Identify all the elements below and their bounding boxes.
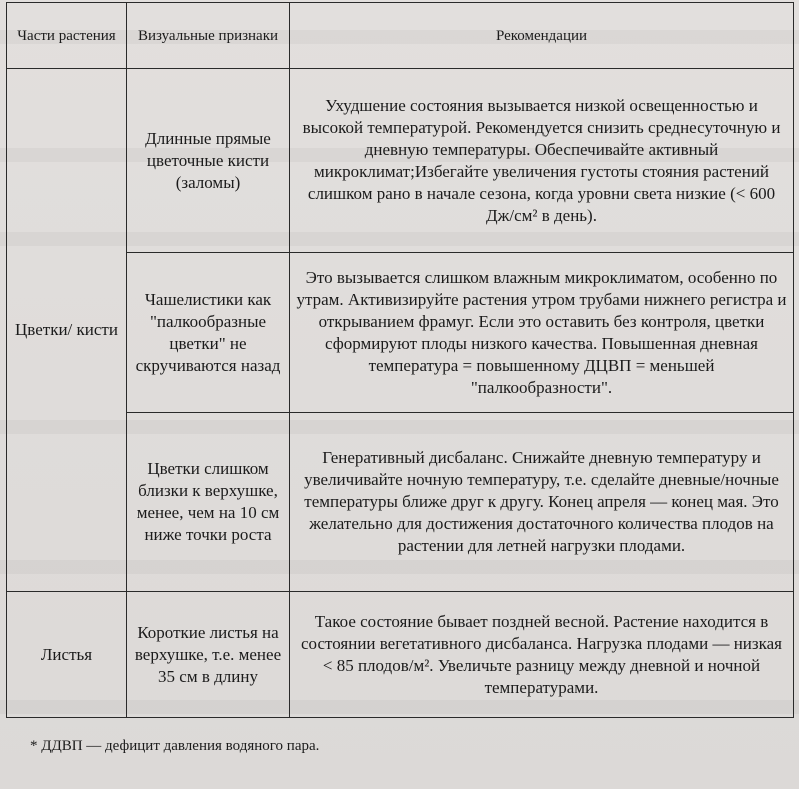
cell-symptom: Длинные прямые цветочные кисти (заломы) [127,69,290,253]
cell-recommendation: Генеративный дисбаланс. Снижайте дневную температуру и увеличивайте ночную температуру, т.е. сделайте дневные/ночные температуры ближе друг к другу. Конец апреля — конец мая. Это желательно для достижения достаточного количества плодов на растении для летней нагрузки плодами. [290,413,794,592]
table-row [7,592,794,718]
table-header-row [7,3,794,69]
table-row [7,69,794,253]
cell-plant-part: Цветки/ кисти [7,69,127,592]
cell-symptom: Цветки слишком близки к верхушке, менее, чем на 10 см ниже точки роста [127,413,290,592]
header-plant-part: Части растения [7,3,127,69]
cell-recommendation: Такое состояние бывает поздней весной. Растение находится в состоянии вегетативного дисбаланса. Нагрузка плодами — низкая < 85 плодов/м². Увеличьте разницу между дневной и ночной температурами. [290,592,794,718]
recommendations-table [6,2,794,718]
header-recommendations: Рекомендации [290,3,794,69]
cell-recommendation: Ухудшение состояния вызывается низкой освещенностью и высокой температурой. Рекомендуется снизить среднесуточную и дневную температуры. Обеспечивайте активный микроклимат;Избегайте увеличения густоты стояния растений слишком рано в начале сезона, когда уровни света низкие (< 600 Дж/см² в день). [290,69,794,253]
cell-plant-part: Листья [7,592,127,718]
header-visual-symptoms: Визуальные признаки [127,3,290,69]
cell-recommendation: Это вызывается слишком влажным микроклиматом, особенно по утрам. Активизируйте растения утром трубами нижнего регистра и открыванием фрамуг. Если это оставить без контроля, цветки сформируют плоды низкого качества. Повышенная дневная температура = повышенному ДЦВП = меньшей "палкообразности". [290,253,794,413]
cell-symptom: Короткие листья на верхушке, т.е. менее 35 см в длину [127,592,290,718]
cell-symptom: Чашелистики как "палкообразные цветки" не скручиваются назад [127,253,290,413]
footnote: * ДДВП — дефицит давления водяного пара. [30,738,320,754]
